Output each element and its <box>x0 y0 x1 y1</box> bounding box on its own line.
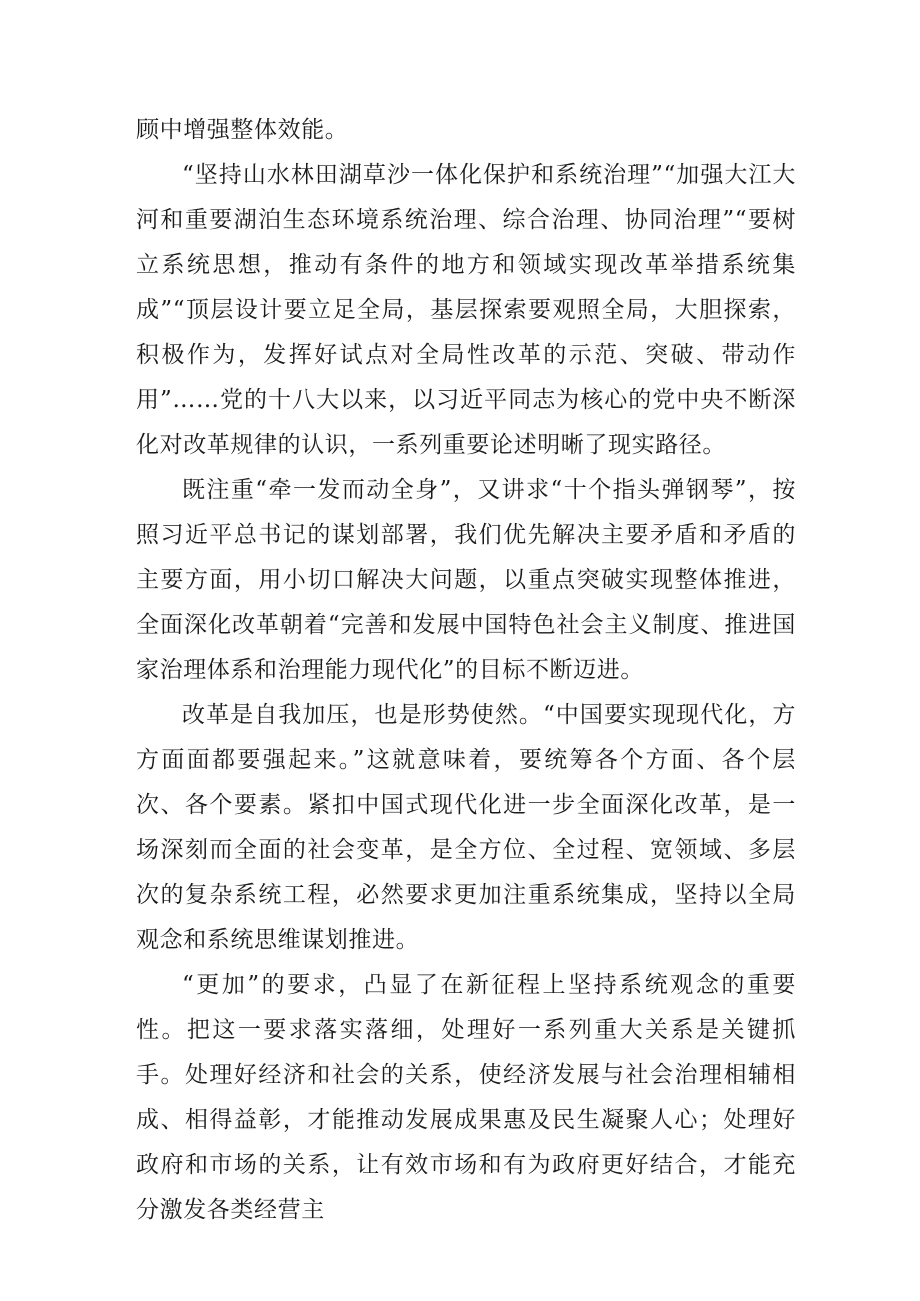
document-body <box>136 108 796 1233</box>
paragraph-major-relationships: “更加”的要求，凸显了在新征程上坚持系统观念的重要性。把这一要求落实落细，处理好一系列重大关系是关键抓手。处理好经济和社会的关系，使经济发展与社会治理相辅相成、相得益彰，才能推动发展成果惠及民生凝聚人心；处理好政府和市场的关系，让有效市场和有为政府更好结合，才能充分激发各类经营主 <box>136 972 796 1223</box>
paragraph-reform-pressure: 改革是自我加压，也是形势使然。“中国要实现现代化，方方面面都要强起来。”这就意味着，要统筹各个方面、各个层次、各个要素。紧扣中国式现代化进一步全面深化改革，是一场深刻而全面的社会变革，是全方位、全过程、宽领域、多层次的复杂系统工程，必然要求更加注重系统集成，坚持以全局观念和系统思维谋划推进。 <box>136 702 796 953</box>
paragraph-systematic-governance: “坚持山水林田湖草沙一体化保护和系统治理”“加强大江大河和重要湖泊生态环境系统治理、综合治理、协同治理”“要树立系统思想，推动有条件的地方和领域实现改革举措系统集成”“顶层设计要立足全局，基层探索要观照全局，大胆探索，积极作为，发挥好试点对全局性改革的示范、突破、带动作用”……党的十八大以来，以习近平同志为核心的党中央不断深化对改革规律的认识，一系列重要论述明晰了现实路径。 <box>136 162 796 458</box>
paragraph-continuation: 顾中增强整体效能。 <box>136 117 349 143</box>
paragraph-key-breakthrough: 既注重“牵一发而动全身”，又讲求“十个指头弹钢琴”，按照习近平总书记的谋划部署，我们优先解决主要矛盾和矛盾的主要方面，用小切口解决大问题，以重点突破实现整体推进，全面深化改革朝着“完善和发展中国特色社会主义制度、推进国家治理体系和治理能力现代化”的目标不断迈进。 <box>136 477 796 683</box>
